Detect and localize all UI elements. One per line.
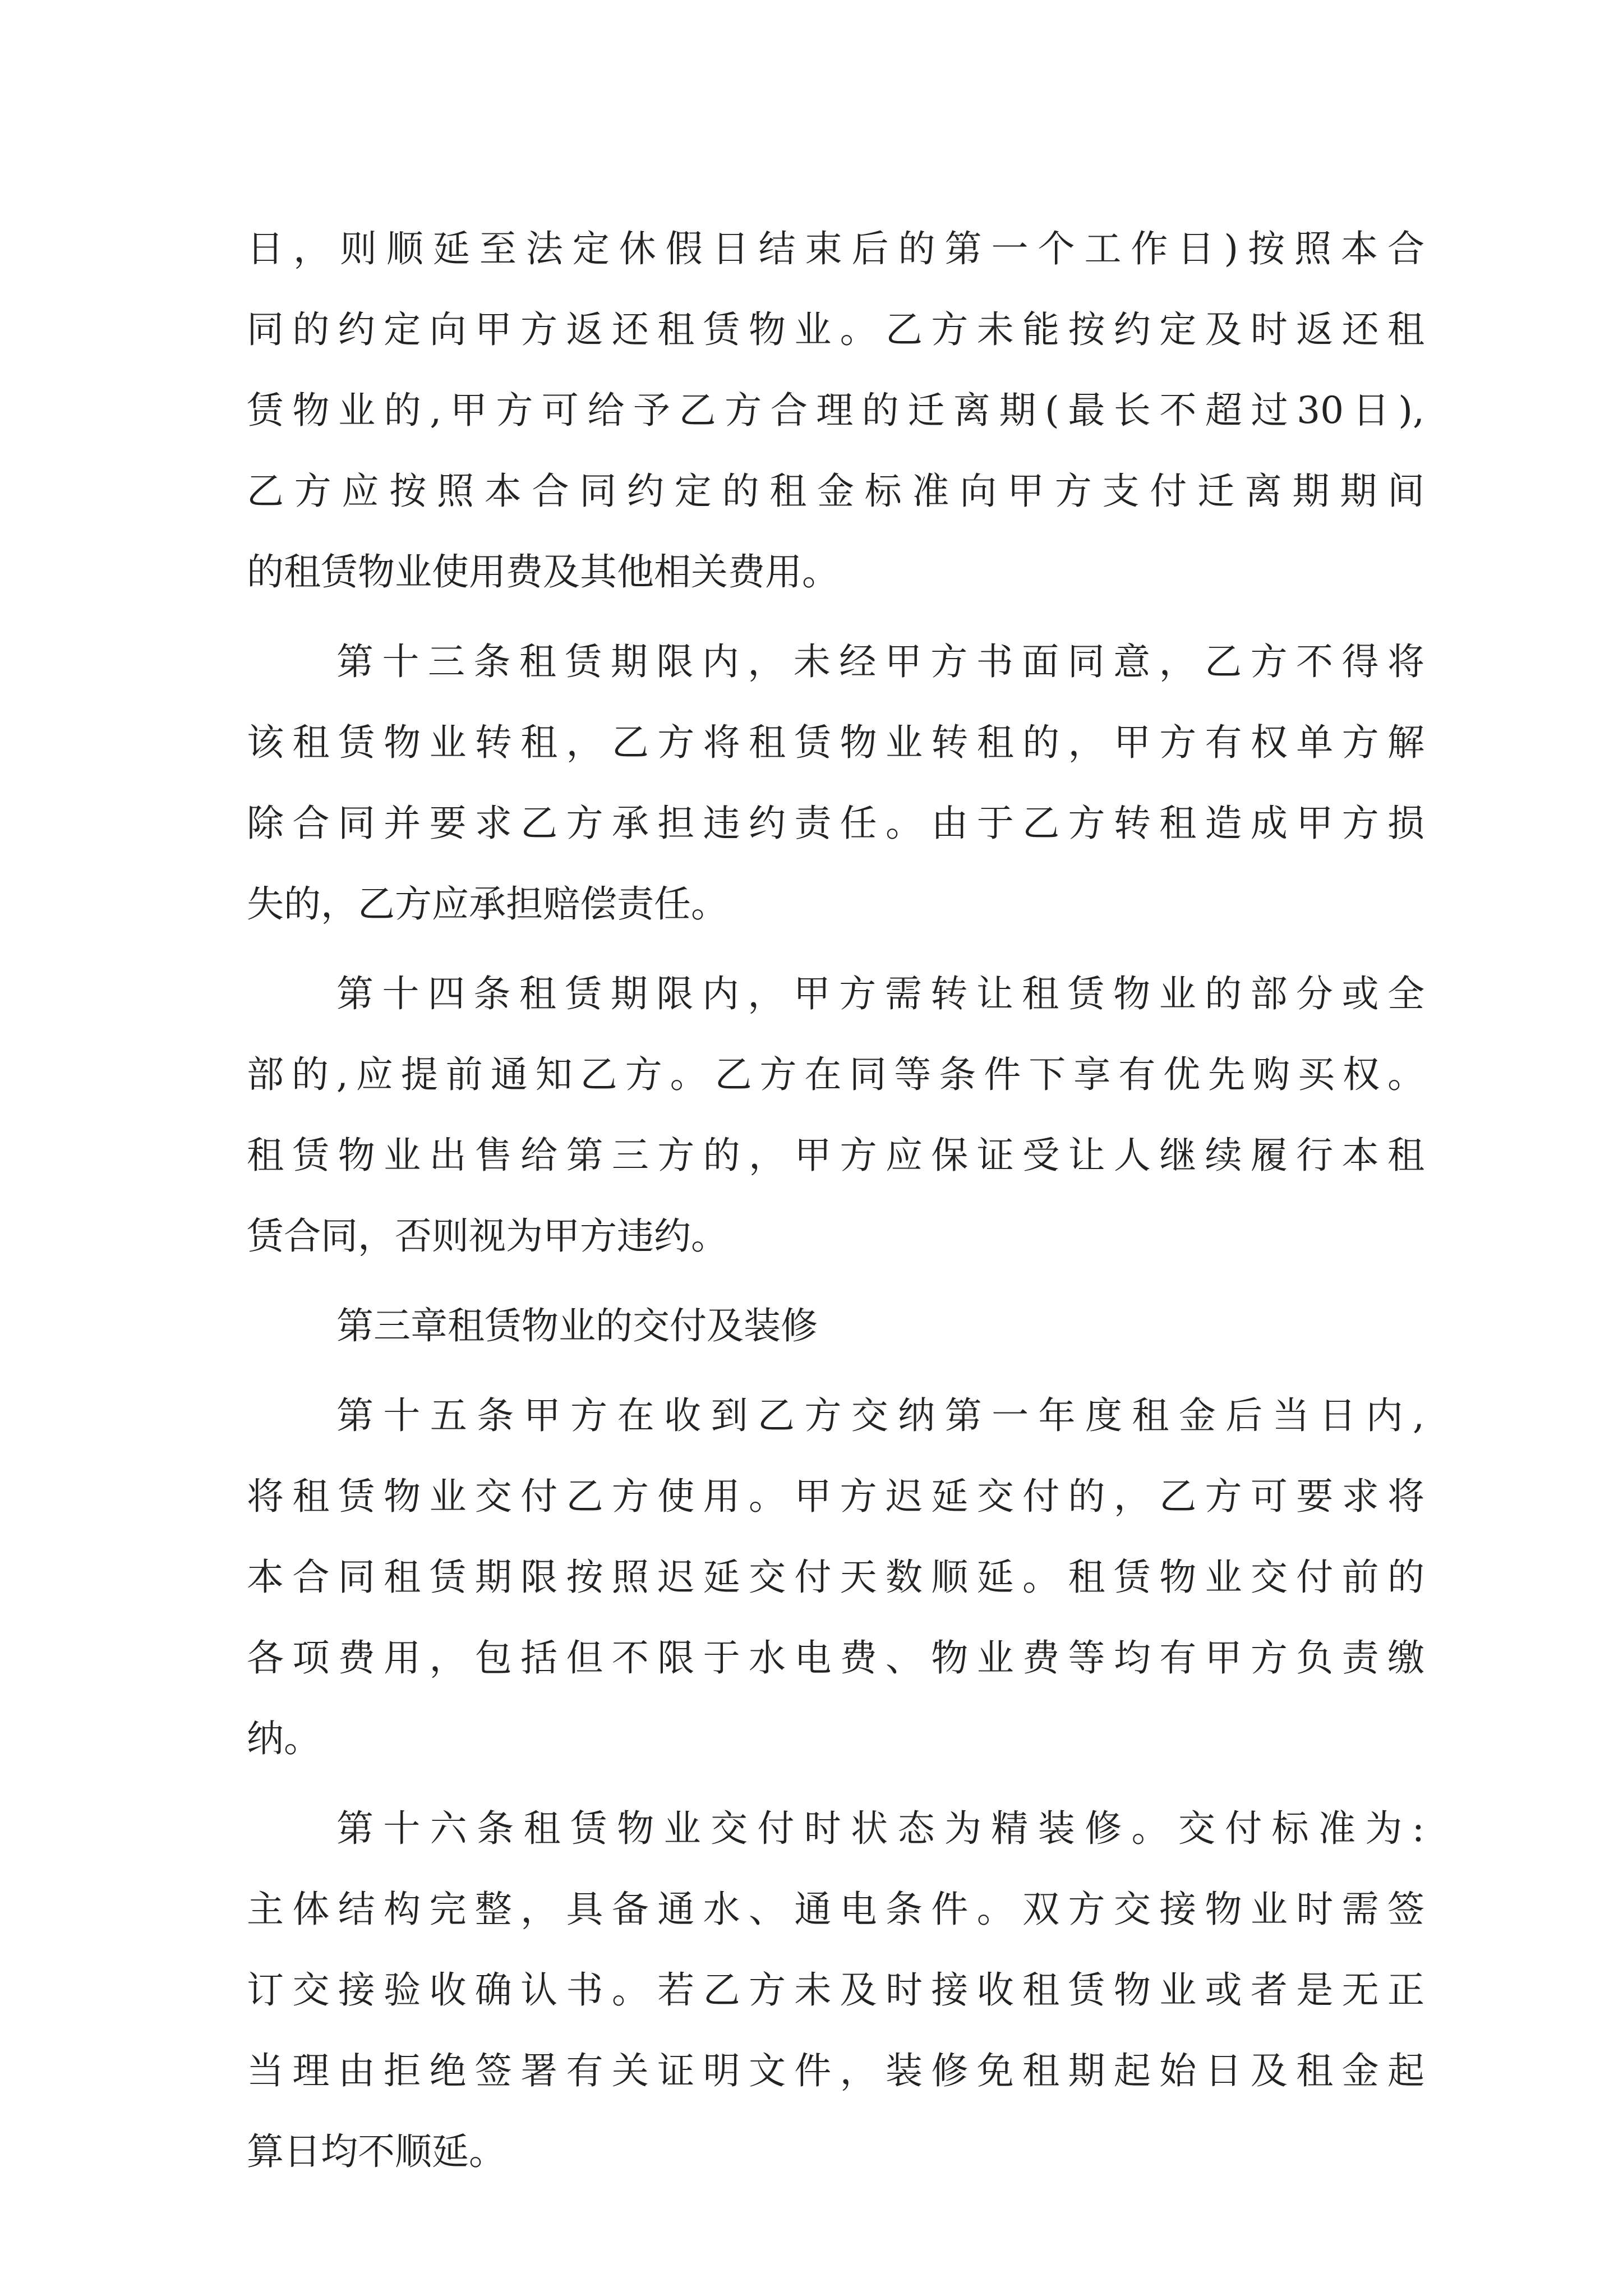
text-line: 失的，乙方应承担赔偿责任。 (247, 882, 728, 926)
text-line: 算日均不顺延。 (247, 2130, 506, 2173)
text-line: 赁物业的,甲方可给予乙方合理的迁离期(最长不超过30日), (247, 389, 1424, 432)
paragraph-article-13 (247, 622, 1424, 945)
text-line: 本合同租赁期限按照迟延交付天数顺延。租赁物业交付前的 (247, 1556, 1424, 1599)
text-line: 第十三条租赁期限内，未经甲方书面同意，乙方不得将 (336, 640, 1424, 683)
text-line: 除合同并要求乙方承担违约责任。由于乙方转租造成甲方损 (247, 802, 1424, 845)
document-body (247, 209, 1424, 2192)
text-line: 租赁物业出售给第三方的，甲方应保证受让人继续履行本租 (247, 1134, 1424, 1177)
paragraph-gap (247, 1366, 1424, 1375)
text-line: 乙方应按照本合同约定的租金标准向甲方支付迁离期期间 (247, 470, 1424, 513)
text-line: 第十四条租赁期限内，甲方需转让租赁物业的部分或全 (336, 972, 1424, 1015)
paragraph-article-15 (247, 1375, 1424, 1779)
text-line: 纳。 (247, 1717, 321, 1760)
text-line: 当理由拒绝签署有关证明文件，装修免租期起始日及租金起 (247, 2049, 1424, 2092)
text-line: 各项费用，包括但不限于水电费、物业费等均有甲方负责缴 (247, 1636, 1424, 1680)
paragraph-article-14 (247, 954, 1424, 1277)
paragraph-return-property (247, 209, 1424, 613)
paragraph-gap (247, 1779, 1424, 1788)
paragraph-gap (247, 1277, 1424, 1286)
paragraph-article-16 (247, 1788, 1424, 2192)
text-line: 第十六条租赁物业交付时状态为精装修。交付标准为: (336, 1807, 1424, 1850)
text-line: 第十五条甲方在收到乙方交纳第一年度租金后当日内, (336, 1394, 1424, 1437)
text-line: 同的约定向甲方返还租赁物业。乙方未能按约定及时返还租 (247, 308, 1424, 351)
chapter-3-title: 第三章租赁物业的交付及装修 (336, 1304, 818, 1347)
paragraph-gap (247, 613, 1424, 622)
text-line: 赁合同，否则视为甲方违约。 (247, 1214, 728, 1258)
text-line: 日，则顺延至法定休假日结束后的第一个工作日)按照本合 (247, 227, 1424, 270)
chapter-heading (247, 1286, 1424, 1366)
text-line: 部的,应提前通知乙方。乙方在同等条件下享有优先购买权。 (247, 1053, 1424, 1096)
text-line: 主体结构完整，具备通水、通电条件。双方交接物业时需签 (247, 1888, 1424, 1931)
text-line: 将租赁物业交付乙方使用。甲方迟延交付的，乙方可要求将 (247, 1475, 1424, 1518)
text-line: 该租赁物业转租，乙方将租赁物业转租的，甲方有权单方解 (247, 721, 1424, 764)
text-line: 的租赁物业使用费及其他相关费用。 (247, 550, 839, 593)
paragraph-gap (247, 945, 1424, 954)
text-line: 订交接验收确认书。若乙方未及时接收租赁物业或者是无正 (247, 1968, 1424, 2012)
